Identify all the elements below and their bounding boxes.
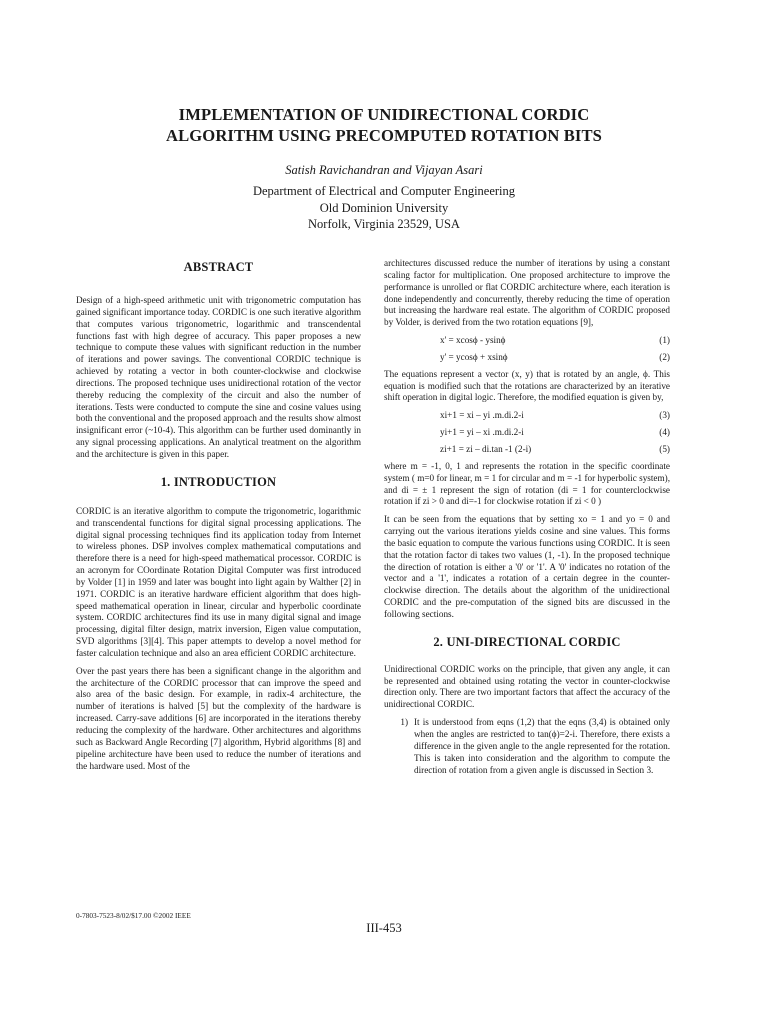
list-item-marker: 1) [400, 717, 408, 728]
affiliation [0, 183, 768, 233]
equation-3-number: (3) [659, 410, 670, 421]
equation-2 [384, 352, 670, 364]
paper-title [0, 104, 768, 146]
title-line-1: IMPLEMENTATION OF UNIDIRECTIONAL CORDIC [178, 105, 590, 124]
authors: Satish Ravichandran and Vijayan Asari [285, 163, 483, 177]
title-line-2: ALGORITHM USING PRECOMPUTED ROTATION BITS [166, 126, 602, 145]
copyright-notice: 0-7803-7523-8/02/$17.00 ©2002 IEEE [76, 911, 191, 920]
affiliation-line-2: Old Dominion University [319, 200, 449, 215]
affiliation-line-1: Department of Electrical and Computer Engineering [252, 184, 516, 198]
equation-2-number: (2) [659, 351, 670, 362]
equation-1-number: (1) [659, 335, 670, 346]
equation-5 [384, 444, 670, 456]
equation-5-expr: zi+1 = zi – di.tan -1 (2-i) [440, 443, 532, 454]
equation-4-number: (4) [659, 427, 670, 438]
intro-paragraph-2: Over the past years there has been a significant change in the algorithm and the architecture of the CORDIC processor that can improve the speed and also area of the basic design. For example, in radix-4 architecture, the number of iterations is halved [5] but the complexity of the hardware is increased. Carry-save additions [6] are incorporated in the iterations thereby reducing the complexity of the hardware. Other architectures and algorithms such as Backward Angle Recording [7] algorithm, Hybrid algorithms [8] and pipeline architecture have been used to reduce the number of iterations and the hardware used. Most of the [76, 665, 361, 771]
introduction-heading: 1. INTRODUCTION [160, 474, 277, 489]
equation-2-expr: y' = ycosϕ + xsinϕ [440, 351, 508, 362]
equation-1 [384, 335, 670, 347]
unidirectional-cordic-heading: 2. UNI-DIRECTIONAL CORDIC [433, 634, 621, 649]
equation-4-expr: yi+1 = yi – xi .m.di.2-i [440, 427, 524, 438]
right-paragraph-1: architectures discussed reduce the number of iterations by using a constant scaling factor for multiplication. One proposed architecture to improve the performance is unrolled or flat CORDIC architecture where, each iteration is done independently and concurrently, thereby reducing the time of operation but increasing the hardware real estate. The algorithm of CORDIC proposed by Volder, is derived from the two rotation equations [9], [384, 258, 670, 328]
right-column [384, 258, 670, 776]
equation-4 [384, 427, 670, 439]
page-number: III-453 [366, 921, 402, 935]
abstract-text: Design of a high-speed arithmetic unit with trigonometric computation has gained significant importance today. CORDIC is one such iterative algorithm that computes various trigonometric, logarithmic and transcendental functions fast with high degree of accuracy. This paper proposes a new technique to compute these values with significant reduction in the number of iterations and power savings. The conventional CORDIC technique is achieved by rotating a vector in both counter-clockwise and clockwise directions. The proposed technique uses unidirectional rotation of the vector thereby reducing the complexity of the circuit and also the number of iterations. Tests were conducted to compute the sine and cosine values using both the conventional and the proposed approach and the results show almost insignificant error (~10-4). This algorithm can be further used dominantly in any signal processing applications. An analytical treatment on the algorithm and the architecture is given in this paper. [76, 295, 361, 459]
list-item-text: It is understood from eqns (1,2) that the eqns (3,4) is obtained only when the angles are restricted to tan(ϕ)=2-i. Therefore, there exists a difference in the given angle to the angle represented for the rotation. This is taken into consideration and the algorithm to compute the direction of rotation from a given angle is discussed in Section 3. [414, 717, 670, 775]
affiliation-line-3: Norfolk, Virginia 23529, USA [308, 217, 460, 231]
abstract-heading: ABSTRACT [183, 260, 254, 274]
right-paragraph-3: where m = -1, 0, 1 and represents the rotation in the specific coordinate system ( m=0 for linear, m = 1 for circular and m = -1 for hyperbolic system), and di = ± 1 represent the sign of rotation (di = 1 for counterclockwise rotation if zi > 0 and di=-1 for clockwise rotation if zi < 0 ) [384, 460, 670, 507]
list-item [384, 717, 670, 776]
left-column [76, 258, 361, 772]
equation-5-number: (5) [659, 443, 670, 454]
intro-paragraph-1: CORDIC is an iterative algorithm to compute the trigonometric, logarithmic and transcendental functions for digital signal processing applications. The digital signal processing techniques find its application today from Internet to wireless phones. DSP involves complex mathematical computations and therefore there is a need for high-speed mathematical processor. CORDIC is an acronym for COordinate Rotation Digital Computer was first introduced by Volder [1] in 1959 and later was bought into light again by Walther [2] in 1971. CORDIC is an iterative hardware efficient algorithm that does high-speed mathematical operation in linear, circular and hyperbolic coordinate system. CORDIC architectures find its use in many digital signal and image processing, digital filter design, matrix inversion, Eigen value computation, SVD algorithms [3][4]. This paper attempts to develop a novel method for faster calculation technique and also an area efficient CORDIC architecture. [76, 505, 361, 658]
right-paragraph-5: Unidirectional CORDIC works on the principle, that given any angle, it can be represented and obtained using rotating the vector in counter-clockwise direction only. There are two important factors that affect the accuracy of the unidirectional CORDIC. [384, 663, 670, 710]
equation-3-expr: xi+1 = xi – yi .m.di.2-i [440, 410, 524, 421]
equation-3 [384, 410, 670, 422]
equation-1-expr: x' = xcosϕ - ysinϕ [440, 335, 506, 346]
right-paragraph-2: The equations represent a vector (x, y) that is rotated by an angle, ϕ. This equation is modified such that the rotations are characterized by an iterative shift operation in digital logic. Therefore, the modified equation is given by, [384, 368, 670, 403]
right-paragraph-4: It can be seen from the equations that by setting xo = 1 and yo = 0 and carrying out the various iterations yields cosine and sine values. This forms the basic equation to compute the various functions using CORDIC. It is seen that the rotation factor di takes two values (1, -1). In the proposed technique the direction of rotation is either a '0' or '1'. A '0' indicates no rotation of the vector and a '1', indicates a rotation of a certain degree in the counter-clockwise direction. The details about the algorithm of the unidirectional CORDIC and the pre-computation of the signed bits are discussed in the following sections. [384, 514, 670, 619]
